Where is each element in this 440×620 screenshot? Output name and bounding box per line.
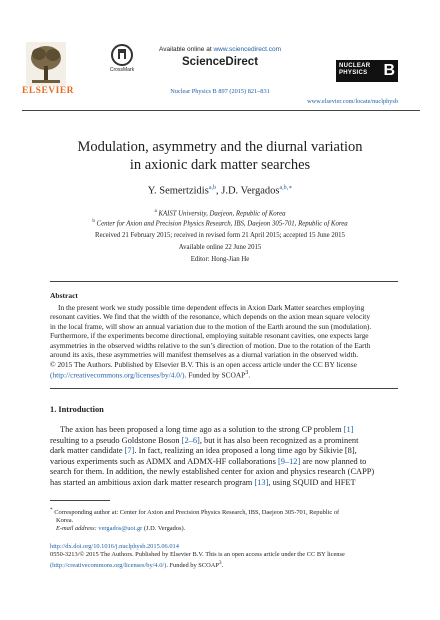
crossmark-icon [111,44,133,66]
crossmark-label: CrossMark [109,67,135,73]
introduction-heading: 1. Introduction [50,405,104,414]
journal-reference-link[interactable]: Nuclear Physics B 897 (2015) 821–831 [170,88,270,95]
ref-9-12-link[interactable]: [9–12] [277,456,301,466]
publication-info: http://dx.doi.org/10.1016/j.nuclphysb.2015.06.014 0550-3213/© 2015 The Authors. Published by Elsevier B.V. This is an open access article under the CC BY license (http://creativecommons.org/licenses/by/4.0/). Funded by SCOAP$^3$. [50,543,398,570]
abstract-text: In the present work we study possible time dependent effects in Axion Dark Matter searches employing resonant cavities. We find that the width of the resonance, which depends on the axion mean square velocity in the local frame, will show an annual variation due to the motion of the Earth around the sun (modulation). Furthermore, if the experiments become directional, employing suitable resonant cavities, one expects large asymmetries in the observed widths relative to the sun’s direction of motion. Due to the rotation of the Earth around its axis, these asymmetries will manifest themselves as a diurnal variation in the observed width. © 2015 The Authors. Published by Elsevier B.V. This is an open access article under the CC BY license (http://creativecommons.org/licenses/by/4.0/). Funded by SCOAP$^3$. [50,303,372,380]
np-logo-text: NUCLEAR PHYSICS [339,63,371,76]
abstract-bottom-rule [50,388,398,389]
author-vergados: J.D. Vergados [221,185,280,197]
footnote-rule [50,500,110,501]
ref-7-link[interactable]: [7] [124,446,135,456]
editor: Editor: Hong-Jian He [190,256,250,263]
received-dates: Received 21 February 2015; received in revised form 21 April 2015; accepted 15 June 2015 [95,232,345,239]
affiliation-b: $^b$ Center for Axion and Precision Physics Research, IBS, Daejeon 305-701, Republic of Korea [92,219,348,228]
np-logo-letter: B [383,62,395,79]
elsevier-tree-logo [26,42,66,86]
ref-1-link[interactable]: [1] [343,425,354,434]
abstract-rule [50,281,398,282]
affiliation-a: $^a$ KAIST University, Daejeon, Republic of Korea [154,209,286,218]
author2-affil-link[interactable]: a,b,∗ [279,185,293,191]
elsevier-wordmark: ELSEVIER [22,86,75,96]
header-rule [22,110,420,111]
available-online: Available online at www.sciencedirect.com [158,46,281,53]
email-link[interactable]: vergados@uoi.gr [98,525,143,533]
author-semertzidis: Y. Semertzidis [147,185,209,197]
author-list: Y. Semertzidis$^{a,b}$, J.D. Vergados$^{a,b,∗}$ [147,185,293,197]
crossmark-badge[interactable] [104,44,140,73]
author1-affil-link[interactable]: a,b [208,185,216,191]
journal-homepage-link[interactable]: www.elsevier.com/locate/nuclphysb [307,98,398,105]
corresponding-author-footnote: * Corresponding author at: Center for Axion and Precision Physics Research, IBS, Daejeon 305-701, Republic of Korea. E-mail address: vergados@uoi.gr (J.D. Vergados). [50,507,340,533]
sciencedirect-link[interactable]: www.sciencedirect.com [213,46,281,53]
footer-license-link[interactable]: (http://creativecommons.org/licenses/by/4.0/) [50,562,167,570]
online-date: Available online 22 June 2015 [178,244,262,251]
abstract-heading: Abstract [50,291,78,300]
introduction-text: The axion has been proposed a long time ago as a solution to the strong CP problem [1] resulting to a pseudo Goldstone Boson [2–6], but it has also been recognized as a prominent dark matter candidate [7]. In fact, realizing an idea proposed a long time ago by Sikivie [8], various experiments such as ADMX and ADMX-HF collaborations [9–12] are now planned to search for them. In addition, the newly established center for axion and physics research (CAPP) has started an ambitious axion dark matter research program [13], using SQUID and HFET [50,425,375,487]
article-title: Modulation, asymmetry and the diurnal variation in axionic dark matter searches [77,139,363,173]
sciencedirect-logo: ScienceDirect [181,56,259,68]
doi-link[interactable]: http://dx.doi.org/10.1016/j.nuclphysb.2015.06.014 [50,543,179,550]
ref-13-link[interactable]: [13] [254,477,269,487]
abstract-license-link[interactable]: (http://creativecommons.org/licenses/by/4.0/) [50,370,185,380]
nuclear-physics-b-logo [336,60,398,82]
ref-2-6-link[interactable]: [2–6] [181,435,200,445]
